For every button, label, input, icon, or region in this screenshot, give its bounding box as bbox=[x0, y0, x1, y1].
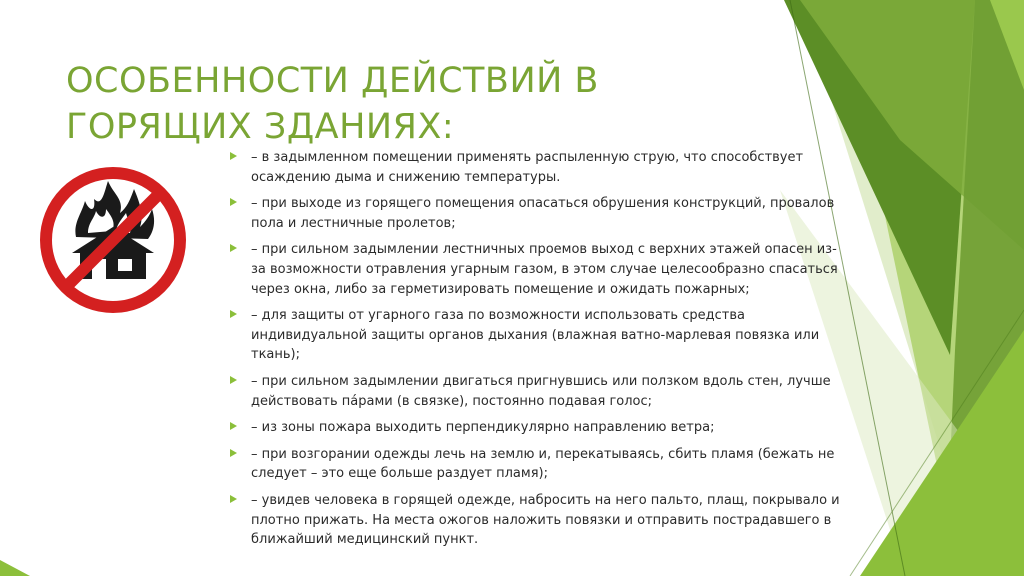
bullet-arrow-icon bbox=[230, 198, 237, 206]
bullet-arrow-icon bbox=[230, 376, 237, 384]
bullet-item: – из зоны пожара выходить перпендикулярно направлению ветра; bbox=[230, 418, 842, 438]
bullet-item: – при выходе из горящего помещения опасаться обрушения конструкций, провалов пола и лестничные пролетов; bbox=[230, 194, 842, 233]
bullet-item: – увидев человека в горящей одежде, набросить на него пальто, плащ, покрывало и плотно прижать. На места ожогов наложить повязки и отправить пострадавшего в ближайший медицинский пункт. bbox=[230, 491, 842, 550]
bullet-arrow-icon bbox=[230, 310, 237, 318]
bullet-item: – при сильном задымлении лестничных проемов выход с верхних этажей опасен из-за возможности отравления угарным газом, в этом случае целесообразно спасаться через окна, либо за герметизировать помещение и ожидать пожарных; bbox=[230, 240, 842, 299]
bullet-list bbox=[230, 148, 842, 557]
bullet-arrow-icon bbox=[230, 152, 237, 160]
bullet-arrow-icon bbox=[230, 495, 237, 503]
bullet-item: – для защиты от угарного газа по возможности использовать средства индивидуальной защиты органов дыхания (влажная ватно-марлевая повязка или ткань); bbox=[230, 306, 842, 365]
bullet-arrow-icon bbox=[230, 449, 237, 457]
bullet-item: – при сильном задымлении двигаться пригнувшись или ползком вдоль стен, лучше действовать па́рами (в связке), постоянно подавая голос; bbox=[230, 372, 842, 411]
bullet-arrow-icon bbox=[230, 422, 237, 430]
no-fire-house-icon bbox=[36, 163, 190, 317]
bullet-arrow-icon bbox=[230, 244, 237, 252]
bullet-item: – в задымленном помещении применять распыленную струю, что способствует осаждению дыма и снижению температуры. bbox=[230, 148, 842, 187]
bullet-item: – при возгорании одежды лечь на землю и, перекатываясь, сбить пламя (бежать не следует – это еще больше раздует пламя); bbox=[230, 445, 842, 484]
slide-title: ОСОБЕННОСТИ ДЕЙСТВИЙ В ГОРЯЩИХ ЗДАНИЯХ: bbox=[66, 61, 599, 147]
